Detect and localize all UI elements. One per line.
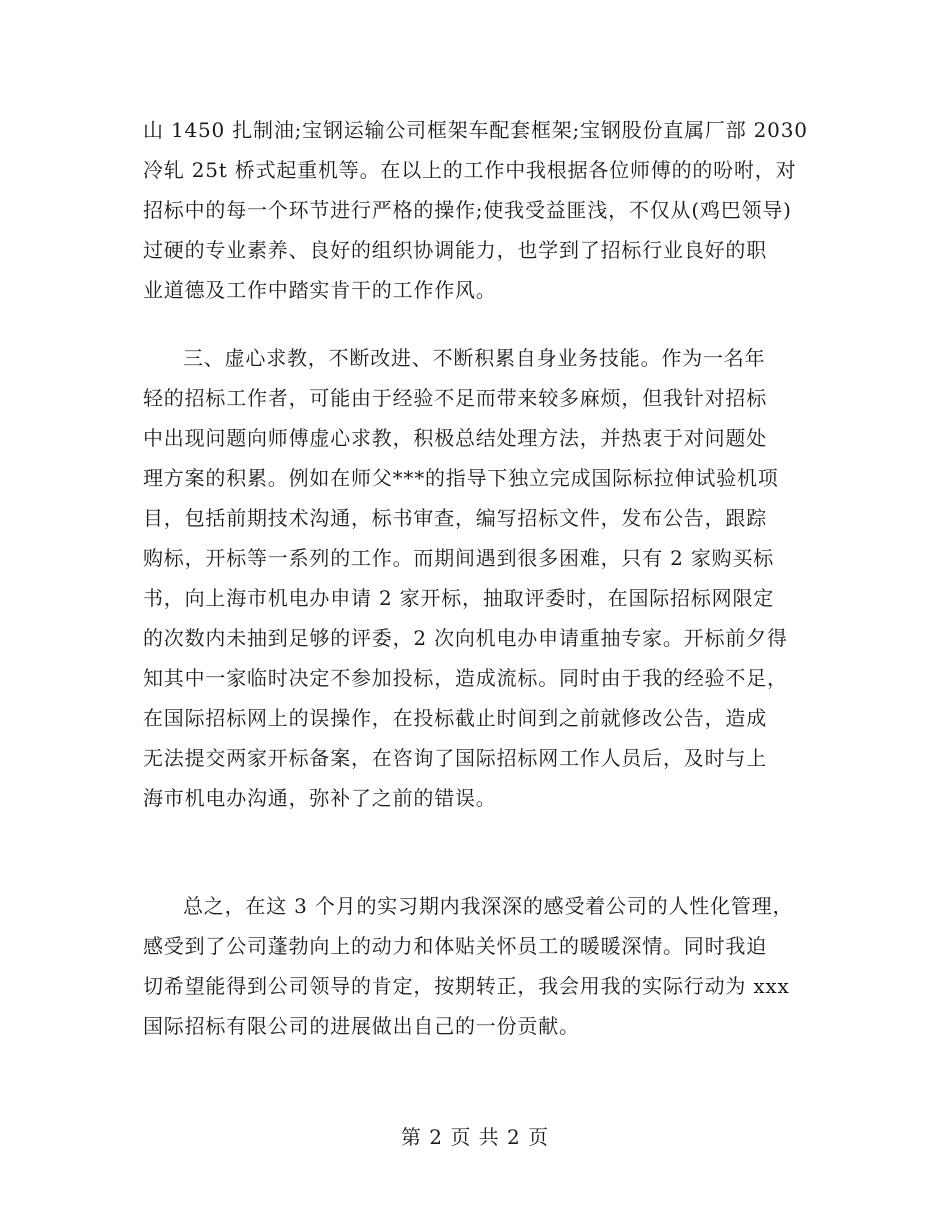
text-line: 感受到了公司蓬勃向上的动力和体贴关怀员工的暖暖深情。同时我迫 bbox=[143, 934, 767, 958]
text-line: 山 1450 扎制油;宝钢运输公司框架车配套框架;宝钢股份直属厂部 2030 bbox=[143, 118, 808, 142]
text-line: 海市机电办沟通，弥补了之前的错误。 bbox=[143, 786, 497, 810]
text-line: 目，包括前期技术沟通，标书审查，编写招标文件，发布公告，跟踪 bbox=[143, 506, 767, 530]
text-line: 购标，开标等一系列的工作。而期间遇到很多困难，只有 2 家购买标 bbox=[143, 546, 775, 570]
text-line: 业道德及工作中踏实肯干的工作作风。 bbox=[143, 278, 497, 302]
text-line: 轻的招标工作者，可能由于经验不足而带来较多麻烦，但我针对招标 bbox=[143, 386, 767, 410]
text-line: 冷轧 25t 桥式起重机等。在以上的工作中我根据各位师傅的的吩咐，对 bbox=[143, 158, 797, 182]
text-line: 切希望能得到公司领导的肯定，按期转正，我会用我的实际行动为 xxx bbox=[143, 974, 790, 998]
text-line: 知其中一家临时决定不参加投标，造成流标。同时由于我的经验不足， bbox=[143, 666, 788, 690]
text-line: 国际招标有限公司的进展做出自己的一份贡献。 bbox=[143, 1014, 580, 1038]
text-line: 三、虚心求教，不断改进、不断积累自身业务技能。作为一名年 bbox=[183, 346, 766, 370]
text-line: 总之，在这 3 个月的实习期内我深深的感受着公司的人性化管理， bbox=[183, 894, 794, 918]
text-line: 书，向上海市机电办申请 2 家开标，抽取评委时，在国际招标网限定 bbox=[143, 586, 775, 610]
text-line: 在国际招标网上的误操作，在投标截止时间到之前就修改公告，造成 bbox=[143, 706, 767, 730]
text-line: 理方案的积累。例如在师父***的指导下独立完成国际标拉伸试验机项 bbox=[143, 466, 779, 490]
text-line: 无法提交两家开标备案，在咨询了国际招标网工作人员后，及时与上 bbox=[143, 746, 767, 770]
text-line: 的次数内未抽到足够的评委，2 次向机电办申请重抽专家。开标前夕得 bbox=[143, 626, 788, 650]
text-line: 过硬的专业素养、良好的组织协调能力，也学到了招标行业良好的职 bbox=[143, 238, 767, 262]
page-number-footer: 第 2 页 共 2 页 bbox=[400, 1125, 550, 1149]
text-line: 招标中的每一个环节进行严格的操作;使我受益匪浅，不仅从(鸡巴领导) bbox=[143, 198, 792, 222]
text-line: 中出现问题向师傅虚心求教，积极总结处理方法，并热衷于对问题处 bbox=[143, 426, 767, 450]
